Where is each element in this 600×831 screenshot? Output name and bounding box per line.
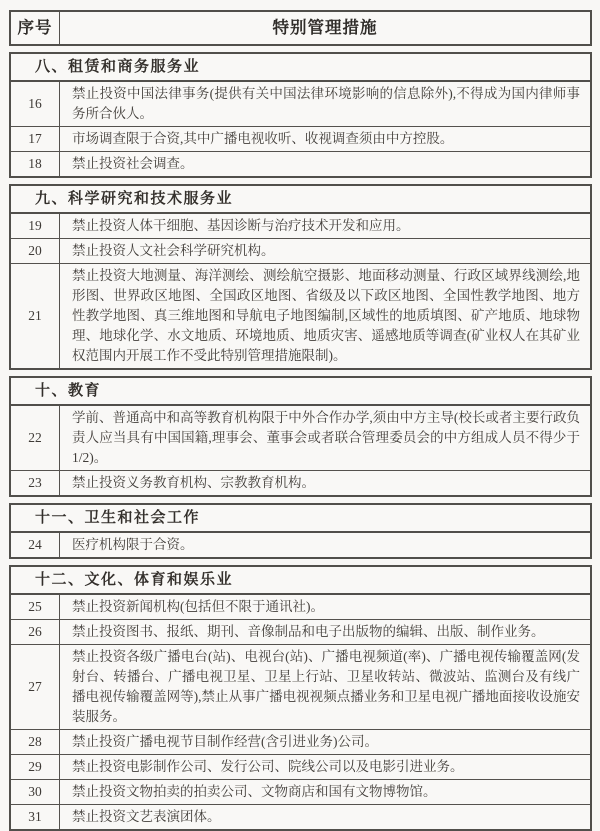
table-row [11,533,590,557]
negative-list-table [9,10,592,831]
table-row [11,779,590,804]
row-measure-text: 市场调查限于合资,其中广播电视收听、收视调查须由中方控股。 [72,131,454,146]
row-measure-text: 禁止投资各级广播电台(站)、电视台(站)、广播电视频道(率)、广播电视传输覆盖网(发射台、转播台、广播电视卫星、卫星上行站、卫星收转站、微波站、监测台及有线广播电视传输覆盖网等),禁止从事广播电视视频点播业务和卫星电视广播地面接收设施安装服务。 [72,649,580,724]
row-number: 20 [11,239,60,263]
column-header-serial-number: 序号 [11,12,60,44]
row-measure-text: 禁止投资文艺表演团体。 [72,809,221,824]
table-row [11,470,590,495]
section-title-education: 十、教育 [9,376,592,406]
row-number: 24 [11,533,60,557]
row-measure-text: 禁止投资中国法律事务(提供有关中国法律环境影响的信息除外),不得成为国内律师事务所合伙人。 [72,86,580,121]
table-row [11,151,590,176]
section-title-scientific-research-technical-services: 九、科学研究和技术服务业 [9,184,592,214]
row-number: 17 [11,127,60,151]
table-row [11,214,590,238]
row-number: 16 [11,82,60,126]
row-number: 27 [11,645,60,729]
row-measure-text: 禁止投资新闻机构(包括但不限于通讯社)。 [72,599,324,614]
table-row [11,754,590,779]
row-number: 21 [11,264,60,368]
section-rows [9,404,592,497]
row-measure-text: 医疗机构限于合资。 [72,537,194,552]
row-number: 29 [11,755,60,779]
row-number: 26 [11,620,60,644]
row-measure-text: 禁止投资社会调查。 [72,156,194,171]
row-number: 30 [11,780,60,804]
row-measure-text: 禁止投资义务教育机构、宗教教育机构。 [72,475,315,490]
section-rows [9,80,592,178]
row-measure-text: 禁止投资人体干细胞、基因诊断与治疗技术开发和应用。 [72,218,410,233]
row-measure-text: 禁止投资图书、报纸、期刊、音像制品和电子出版物的编辑、出版、制作业务。 [72,624,545,639]
row-measure-text: 禁止投资广播电视节目制作经营(含引进业务)公司。 [72,734,378,749]
section-rows [9,212,592,370]
table-row [11,126,590,151]
row-number: 22 [11,406,60,470]
column-header-special-measures: 特别管理措施 [272,18,378,37]
row-measure-text: 禁止投资大地测量、海洋测绘、测绘航空摄影、地面移动测量、行政区域界线测绘,地形图、世界政区地图、全国政区地图、省级及以下政区地图、全国性教学地图、地方性教学地图、真三维地图和导航电子地图编制,区域性的地质填图、矿产地质、地球物理、地球化学、水文地质、环境地质、地质灾害、遥感地质等调查(矿业权人在其矿业权范围内开展工作不受此特别管理措施限制)。 [72,268,580,363]
table-row [11,804,590,829]
section-rows [9,531,592,559]
table-row [11,729,590,754]
row-measure-text: 学前、普通高中和高等教育机构限于中外合作办学,须由中方主导(校长或者主要行政负责人应当具有中国国籍,理事会、董事会或者联合管理委员会的中方组成人员不得少于 1/2)。 [72,410,580,465]
row-measure-text: 禁止投资电影制作公司、发行公司、院线公司以及电影引进业务。 [72,759,464,774]
table-row [11,82,590,126]
section-title-leasing-business-services: 八、租赁和商务服务业 [9,52,592,82]
table-row [11,595,590,619]
section-rows [9,593,592,831]
table-row [11,238,590,263]
table-row [11,644,590,729]
section-title-culture-sports-entertainment: 十二、文化、体育和娱乐业 [9,565,592,595]
row-number: 28 [11,730,60,754]
table-row [11,619,590,644]
row-number: 25 [11,595,60,619]
row-measure-text: 禁止投资人文社会科学研究机构。 [72,243,275,258]
row-number: 18 [11,152,60,176]
table-header-row [9,10,592,46]
row-measure-text: 禁止投资文物拍卖的拍卖公司、文物商店和国有文物博物馆。 [72,784,437,799]
table-row [11,406,590,470]
table-row [11,263,590,368]
section-title-health-social-work: 十一、卫生和社会工作 [9,503,592,533]
row-number: 19 [11,214,60,238]
row-number: 23 [11,471,60,495]
row-number: 31 [11,805,60,829]
